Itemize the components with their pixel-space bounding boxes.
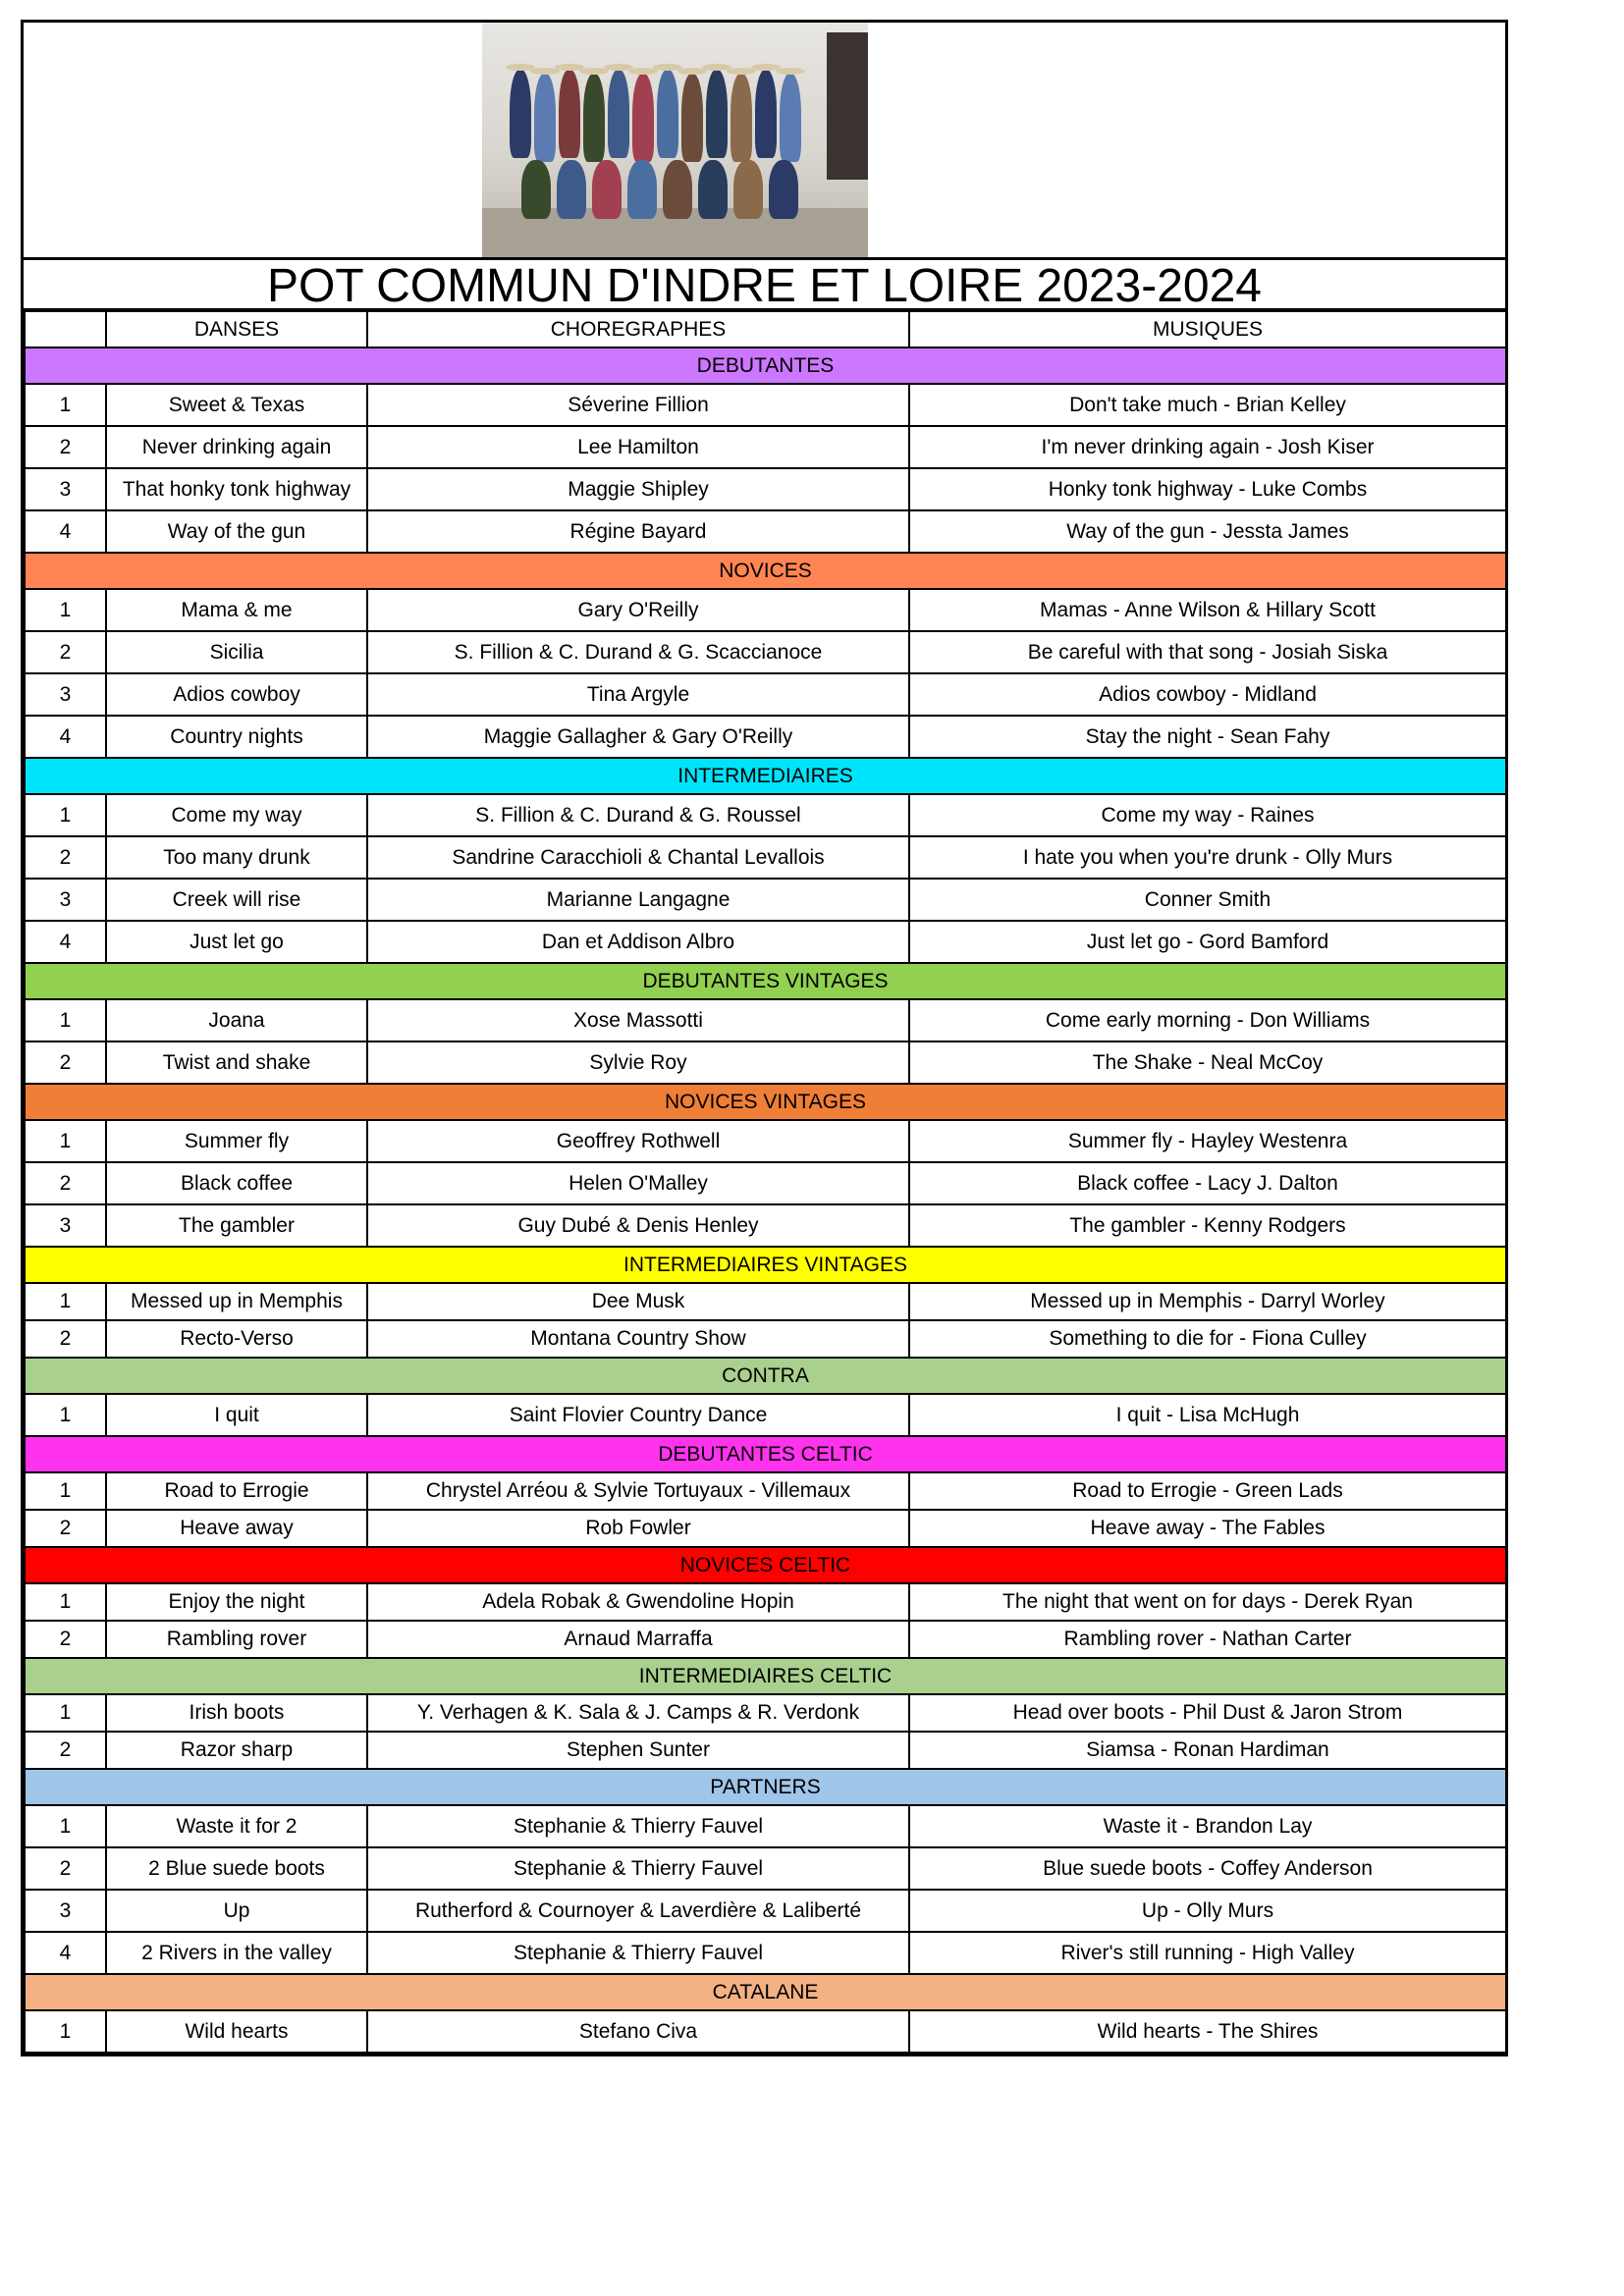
dance-name: Summer fly [106,1120,367,1162]
music: River's still running - High Valley [909,1932,1506,1974]
row-number: 3 [25,468,106,510]
section-title: NOVICES CELTIC [25,1547,1506,1583]
section-header-row [25,963,1506,999]
photo-figure [733,160,763,219]
dance-name: Up [106,1890,367,1932]
choreographer: Tina Argyle [367,673,909,716]
music: Summer fly - Hayley Westenra [909,1120,1506,1162]
dance-name: Waste it for 2 [106,1805,367,1847]
photo-figure [559,70,580,158]
dance-table [24,310,1507,2054]
table-row [25,879,1506,921]
choreographer: Geoffrey Rothwell [367,1120,909,1162]
dance-name: Adios cowboy [106,673,367,716]
choreographer: Saint Flovier Country Dance [367,1394,909,1436]
table-row [25,836,1506,879]
row-number: 1 [25,1694,106,1732]
choreographer: Séverine Fillion [367,384,909,426]
dance-name: Way of the gun [106,510,367,553]
dance-name: The gambler [106,1204,367,1247]
table-row [25,673,1506,716]
dance-name: Heave away [106,1510,367,1547]
dance-name: Rambling rover [106,1621,367,1658]
music: Something to die for - Fiona Culley [909,1320,1506,1358]
choreographer: Maggie Gallagher & Gary O'Reilly [367,716,909,758]
photo-hat [530,68,560,75]
music: Wild hearts - The Shires [909,2010,1506,2053]
row-number: 1 [25,999,106,1041]
section-header-row [25,553,1506,589]
table-row [25,1732,1506,1769]
choreographer: Xose Massotti [367,999,909,1041]
table-row [25,589,1506,631]
dance-name: Country nights [106,716,367,758]
dance-name: Wild hearts [106,2010,367,2053]
music: Black coffee - Lacy J. Dalton [909,1162,1506,1204]
row-number: 4 [25,1932,106,1974]
row-number: 2 [25,1621,106,1658]
choreographer: Guy Dubé & Denis Henley [367,1204,909,1247]
choreographer: S. Fillion & C. Durand & G. Roussel [367,794,909,836]
photo-figure [510,70,531,158]
music: Up - Olly Murs [909,1890,1506,1932]
table-row [25,1283,1506,1320]
table-row [25,2010,1506,2053]
dance-name: Creek will rise [106,879,367,921]
row-number: 1 [25,1583,106,1621]
choreographer: Rutherford & Cournoyer & Laverdière & Laliberté [367,1890,909,1932]
music: The gambler - Kenny Rodgers [909,1204,1506,1247]
row-number: 2 [25,1732,106,1769]
dance-name: Mama & me [106,589,367,631]
photo-figure [521,160,551,219]
section-title: CONTRA [25,1358,1506,1394]
music: I quit - Lisa McHugh [909,1394,1506,1436]
row-number: 3 [25,1204,106,1247]
photo-hat [579,68,609,75]
photo-figure [706,70,728,158]
choreographer: Chrystel Arréou & Sylvie Tortuyaux - Villemaux [367,1472,909,1510]
row-number: 2 [25,1162,106,1204]
choreographer: Marianne Langagne [367,879,909,921]
choreographer: Lee Hamilton [367,426,909,468]
table-row [25,1204,1506,1247]
row-number: 1 [25,1394,106,1436]
table-row [25,1890,1506,1932]
choreographer: Régine Bayard [367,510,909,553]
row-number: 4 [25,510,106,553]
dance-name: Come my way [106,794,367,836]
photo-figure [583,74,605,162]
music: Rambling rover - Nathan Carter [909,1621,1506,1658]
photo-figure [657,70,678,158]
choreographer: Stephanie & Thierry Fauvel [367,1805,909,1847]
dance-name: Irish boots [106,1694,367,1732]
choreographer: Dan et Addison Albro [367,921,909,963]
section-header-row [25,1358,1506,1394]
music: Just let go - Gord Bamford [909,921,1506,963]
photo-hat [628,68,658,75]
table-row [25,1805,1506,1847]
row-number: 2 [25,1320,106,1358]
row-number: 1 [25,384,106,426]
section-header-row [25,1436,1506,1472]
table-row [25,631,1506,673]
dance-name: Too many drunk [106,836,367,879]
section-title: NOVICES [25,553,1506,589]
table-row [25,1621,1506,1658]
column-header-number [25,311,106,347]
music: I'm never drinking again - Josh Kiser [909,426,1506,468]
music: Be careful with that song - Josiah Siska [909,631,1506,673]
table-row [25,510,1506,553]
music: Come early morning - Don Williams [909,999,1506,1041]
music: Blue suede boots - Coffey Anderson [909,1847,1506,1890]
row-number: 3 [25,1890,106,1932]
photo-figure [780,74,801,162]
choreographer: Maggie Shipley [367,468,909,510]
row-number: 1 [25,1805,106,1847]
music: Heave away - The Fables [909,1510,1506,1547]
table-row [25,794,1506,836]
table-row [25,468,1506,510]
section-title: INTERMEDIAIRES [25,758,1506,794]
page-title: POT COMMUN D'INDRE ET LOIRE 2023-2024 [24,260,1505,310]
column-header-row [25,311,1506,347]
section-header-row [25,1547,1506,1583]
row-number: 4 [25,921,106,963]
row-number: 1 [25,1472,106,1510]
row-number: 1 [25,2010,106,2053]
music: Mamas - Anne Wilson & Hillary Scott [909,589,1506,631]
music: Adios cowboy - Midland [909,673,1506,716]
photo-figure [627,160,657,219]
dance-name: Just let go [106,921,367,963]
dance-name: 2 Rivers in the valley [106,1932,367,1974]
photo-figure [755,70,777,158]
row-number: 2 [25,836,106,879]
choreographer: Helen O'Malley [367,1162,909,1204]
music: I hate you when you're drunk - Olly Murs [909,836,1506,879]
music: Waste it - Brandon Lay [909,1805,1506,1847]
row-number: 2 [25,631,106,673]
photo-figure [534,74,556,162]
group-photo [482,23,868,257]
section-title: DEBUTANTES CELTIC [25,1436,1506,1472]
row-number: 2 [25,1510,106,1547]
choreographer: Y. Verhagen & K. Sala & J. Camps & R. Verdonk [367,1694,909,1732]
music: Siamsa - Ronan Hardiman [909,1732,1506,1769]
table-row [25,1847,1506,1890]
photo-hat [677,68,707,75]
table-row [25,1120,1506,1162]
row-number: 1 [25,1120,106,1162]
section-title: INTERMEDIAIRES VINTAGES [25,1247,1506,1283]
section-header-row [25,1974,1506,2010]
row-number: 3 [25,673,106,716]
row-number: 1 [25,1283,106,1320]
dance-name: Never drinking again [106,426,367,468]
dance-name: Sweet & Texas [106,384,367,426]
row-number: 2 [25,1041,106,1084]
section-header-row [25,1084,1506,1120]
column-header-musiques: MUSIQUES [909,311,1506,347]
dance-list-sheet [21,20,1508,2056]
choreographer: Stephen Sunter [367,1732,909,1769]
choreographer: Montana Country Show [367,1320,909,1358]
dance-name: Razor sharp [106,1732,367,1769]
choreographer: Rob Fowler [367,1510,909,1547]
dance-name: Road to Errogie [106,1472,367,1510]
music: The night that went on for days - Derek Ryan [909,1583,1506,1621]
column-header-danses: DANSES [106,311,367,347]
music: Conner Smith [909,879,1506,921]
photo-figure [681,74,703,162]
choreographer: Sandrine Caracchioli & Chantal Levallois [367,836,909,879]
dance-name: Messed up in Memphis [106,1283,367,1320]
table-row [25,1583,1506,1621]
table-row [25,716,1506,758]
photo-figure [698,160,728,219]
section-title: INTERMEDIAIRES CELTIC [25,1658,1506,1694]
row-number: 4 [25,716,106,758]
section-header-row [25,1769,1506,1805]
table-row [25,1510,1506,1547]
dance-name: Black coffee [106,1162,367,1204]
photo-hat [776,68,805,75]
dance-name: That honky tonk highway [106,468,367,510]
choreographer: S. Fillion & C. Durand & G. Scaccianoce [367,631,909,673]
section-title: DEBUTANTES VINTAGES [25,963,1506,999]
choreographer: Arnaud Marraffa [367,1621,909,1658]
section-header-row [25,1658,1506,1694]
photo-figure [557,160,586,219]
section-header-row [25,1247,1506,1283]
table-row [25,1932,1506,1974]
section-title: PARTNERS [25,1769,1506,1805]
music: Way of the gun - Jessta James [909,510,1506,553]
choreographer: Stephanie & Thierry Fauvel [367,1847,909,1890]
photo-hat [727,68,756,75]
row-number: 2 [25,1847,106,1890]
music: Come my way - Raines [909,794,1506,836]
choreographer: Adela Robak & Gwendoline Hopin [367,1583,909,1621]
table-row [25,1320,1506,1358]
section-title: DEBUTANTES [25,347,1506,384]
row-number: 1 [25,794,106,836]
table-row [25,921,1506,963]
table-row [25,1472,1506,1510]
photo-figure [769,160,798,219]
dance-name: Enjoy the night [106,1583,367,1621]
dance-name: Joana [106,999,367,1041]
photo-figure [608,70,629,158]
music: The Shake - Neal McCoy [909,1041,1506,1084]
section-header-row [25,758,1506,794]
choreographer: Sylvie Roy [367,1041,909,1084]
column-header-choregraphes: CHOREGRAPHES [367,311,909,347]
photo-figure [663,160,692,219]
row-number: 3 [25,879,106,921]
table-row [25,999,1506,1041]
section-title: NOVICES VINTAGES [25,1084,1506,1120]
music: Don't take much - Brian Kelley [909,384,1506,426]
photo-figure [632,74,654,162]
dance-name: I quit [106,1394,367,1436]
photo-figure [731,74,752,162]
table-row [25,1041,1506,1084]
dance-name: Twist and shake [106,1041,367,1084]
choreographer: Stefano Civa [367,2010,909,2053]
row-number: 1 [25,589,106,631]
section-header-row [25,347,1506,384]
music: Stay the night - Sean Fahy [909,716,1506,758]
photo-figure [592,160,622,219]
dance-name: Recto-Verso [106,1320,367,1358]
table-row [25,1162,1506,1204]
photo-doorway [827,32,868,180]
row-number: 2 [25,426,106,468]
table-row [25,426,1506,468]
dance-table-body [25,311,1506,2053]
music: Head over boots - Phil Dust & Jaron Strom [909,1694,1506,1732]
photo-header [24,23,1505,260]
section-title: CATALANE [25,1974,1506,2010]
dance-name: 2 Blue suede boots [106,1847,367,1890]
music: Messed up in Memphis - Darryl Worley [909,1283,1506,1320]
table-row [25,1394,1506,1436]
choreographer: Gary O'Reilly [367,589,909,631]
table-row [25,384,1506,426]
table-row [25,1694,1506,1732]
music: Road to Errogie - Green Lads [909,1472,1506,1510]
choreographer: Stephanie & Thierry Fauvel [367,1932,909,1974]
music: Honky tonk highway - Luke Combs [909,468,1506,510]
dance-name: Sicilia [106,631,367,673]
choreographer: Dee Musk [367,1283,909,1320]
